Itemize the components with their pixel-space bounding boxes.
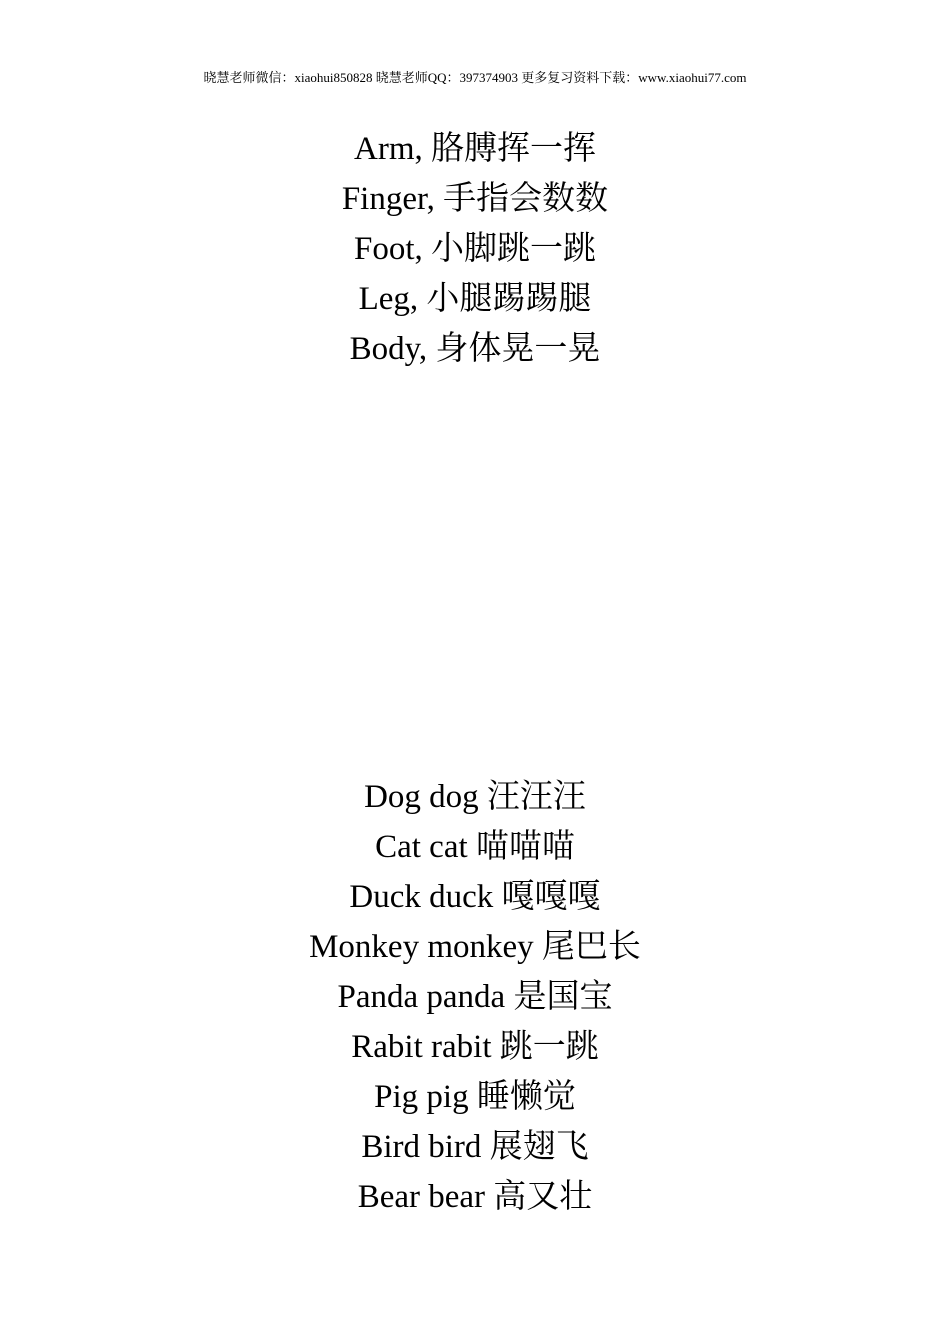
rhyme-line-dog: Dog dog 汪汪汪 — [364, 779, 586, 815]
rhyme-line-pig: Pig pig 睡懒觉 — [374, 1079, 576, 1115]
rhyme-line-body: Body, 身体晃一晃 — [349, 331, 601, 367]
rhyme-line-monkey: Monkey monkey 尾巴长 — [309, 929, 641, 965]
rhyme-line-bird: Bird bird 展翅飞 — [361, 1129, 589, 1165]
rhyme-line-bear: Bear bear 高又壮 — [357, 1179, 593, 1215]
rhyme-line-rabbit: Rabit rabit 跳一跳 — [351, 1029, 599, 1065]
rhyme-line-duck: Duck duck 嘎嘎嘎 — [349, 879, 601, 915]
page-header-contact: 晓慧老师微信：xiaohui850828 晓慧老师QQ：397374903 更多复习资料下载：www.xiaohui77.com — [203, 70, 747, 85]
rhyme-line-cat: Cat cat 喵喵喵 — [375, 829, 575, 865]
rhyme-line-arm: Arm, 胳膊挥一挥 — [354, 131, 596, 167]
rhyme-line-leg: Leg, 小腿踢踢腿 — [358, 281, 592, 317]
body-parts-rhyme — [0, 124, 950, 374]
animals-rhyme — [0, 772, 950, 1222]
rhyme-line-panda: Panda panda 是国宝 — [337, 979, 613, 1015]
rhyme-line-finger: Finger, 手指会数数 — [341, 181, 609, 217]
rhyme-line-foot: Foot, 小脚跳一跳 — [353, 231, 597, 267]
